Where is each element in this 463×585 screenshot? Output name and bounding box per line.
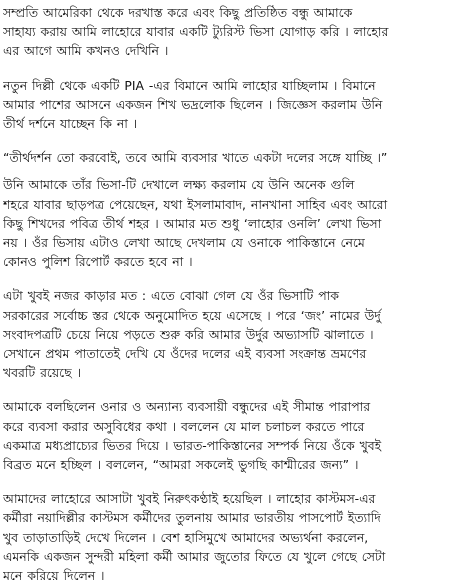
paragraph — [3, 397, 460, 474]
text-line: খবরটি রয়েছে । — [3, 365, 82, 381]
text-line: সংবাদপত্রটি চেয়ে নিয়ে পড়তে শুরু করি আমার উর্দুর অভ্যাসটি ঝালাতে । — [3, 326, 374, 342]
text-line: শহরে যাবার ছাড়পত্র পেয়েছেন, যথা ইসলামাবাদ, নানখানা সাহিব এবং আরো — [3, 196, 388, 212]
text-line: আমাদের লাহোরে আসাটা খুবই নিরুৎকণ্ঠাই হয়েছিল । লাহোর কাস্টমস-এর — [3, 491, 376, 507]
text-line: সরকারের সর্বোচ্চ স্তর থেকে অনুমোদিত হয়ে এসেছে । পরে ‘জং’ নামের উর্দু — [3, 307, 381, 323]
text-line: কিছু শিখদের পবিত্র তীর্থ শহর । আমার মত শুধু ‘লাহোর ওনলি’ লেখা ভিসা — [3, 215, 382, 231]
paragraph — [3, 3, 460, 61]
text-line: তীর্থ দর্শনে যাচ্ছেন কি না । — [3, 116, 138, 132]
paragraph — [3, 489, 460, 585]
paragraph — [3, 286, 460, 382]
text-line: করে ব্যবসা করার অসুবিধের কথা । বললেন যে মাল চলাচল করতে পারে — [3, 418, 365, 434]
text-line: একমাত্র মধ্যপ্রাচ্যের ভিতর দিয়ে । ভারত-পাকিস্তানের সম্পর্ক নিয়ে ওঁকে খুবই — [3, 437, 382, 453]
text-line: “তীর্থদর্শন তো করবোই, তবে আমি ব্যবসার খাতে একটা দলের সঙ্গে যাচ্ছি ।” — [3, 150, 388, 166]
text-line: কর্মীরা নয়াদিল্লীর কাস্টমস কর্মীদের তুলনায় আমার ভারতীয় পাসপোর্ট ইত্যাদি — [3, 510, 381, 526]
text-line: এটা খুবই নজর কাড়ার মত : এতে বোঝা গেল যে ওঁর ভিসাটি পাক — [3, 288, 339, 304]
paragraph — [3, 76, 460, 134]
paragraph — [3, 175, 460, 271]
text-line: কোনও পুলিশ রিপোর্ট করতে হবে না । — [3, 254, 193, 270]
text-line: উনি আমাকে তাঁর ভিসা-টি দেখালে লক্ষ্য করলাম যে উনি অনেক গুলি — [3, 177, 355, 193]
text-line: বিব্রত মনে হচ্ছিল । বললেন, “আমরা সকলেই ভুগছি কাশ্মীরের জন্য” । — [3, 457, 359, 473]
text-line: এমনকি একজন সুন্দরী মহিলা কর্মী আমার জুতোর ফিতে যে খুলে গেছে সেটা — [3, 548, 386, 564]
text-line: আমাকে বলছিলেন ওনার ও অন্যান্য ব্যবসায়ী বন্ধুদের এই সীমান্ত পারাপার — [3, 399, 371, 415]
text-line: নয় । ওঁর ভিসায় এটাও লেখা আছে দেখলাম যে ওনাকে পাকিস্তানে নেমে — [3, 235, 365, 251]
text-line: খুব তাড়াতাড়িই দেখে দিলেন । বেশ হাসিমুখে আমাদের অভ্যর্থনা করলেন, — [3, 529, 369, 545]
text-line: এর আগে আমি কখনও দেখিনি । — [3, 43, 169, 59]
text-line: মনে করিয়ে দিলেন । — [3, 568, 105, 584]
document-body — [3, 3, 460, 585]
text-line: সেখানে প্রথম পাতাতেই দেখি যে ওঁদের দলের এই ব্যবসা সংক্রান্ত ভ্রমণের — [3, 346, 367, 362]
text-line: সম্প্রতি আমেরিকা থেকে দরখাস্ত করে এবং কিছু প্রতিষ্ঠিত বন্ধু আমাকে — [3, 5, 353, 20]
quote-paragraph — [3, 148, 460, 167]
text-line: আমার পাশের আসনে একজন শিখ ভদ্রলোক ছিলেন । জিজ্ঞেস করলাম উনি — [3, 96, 383, 112]
text-line: সাহায্য করায় আমি লাহোরে যাবার একটি ট্যুরিস্ট ভিসা যোগাড় করি । লাহোর — [3, 24, 389, 40]
text-line: নতুন দিল্লী থেকে একটি PIA -এর বিমানে আমি লাহোর যাচ্ছিলাম । বিমানে — [3, 77, 376, 93]
